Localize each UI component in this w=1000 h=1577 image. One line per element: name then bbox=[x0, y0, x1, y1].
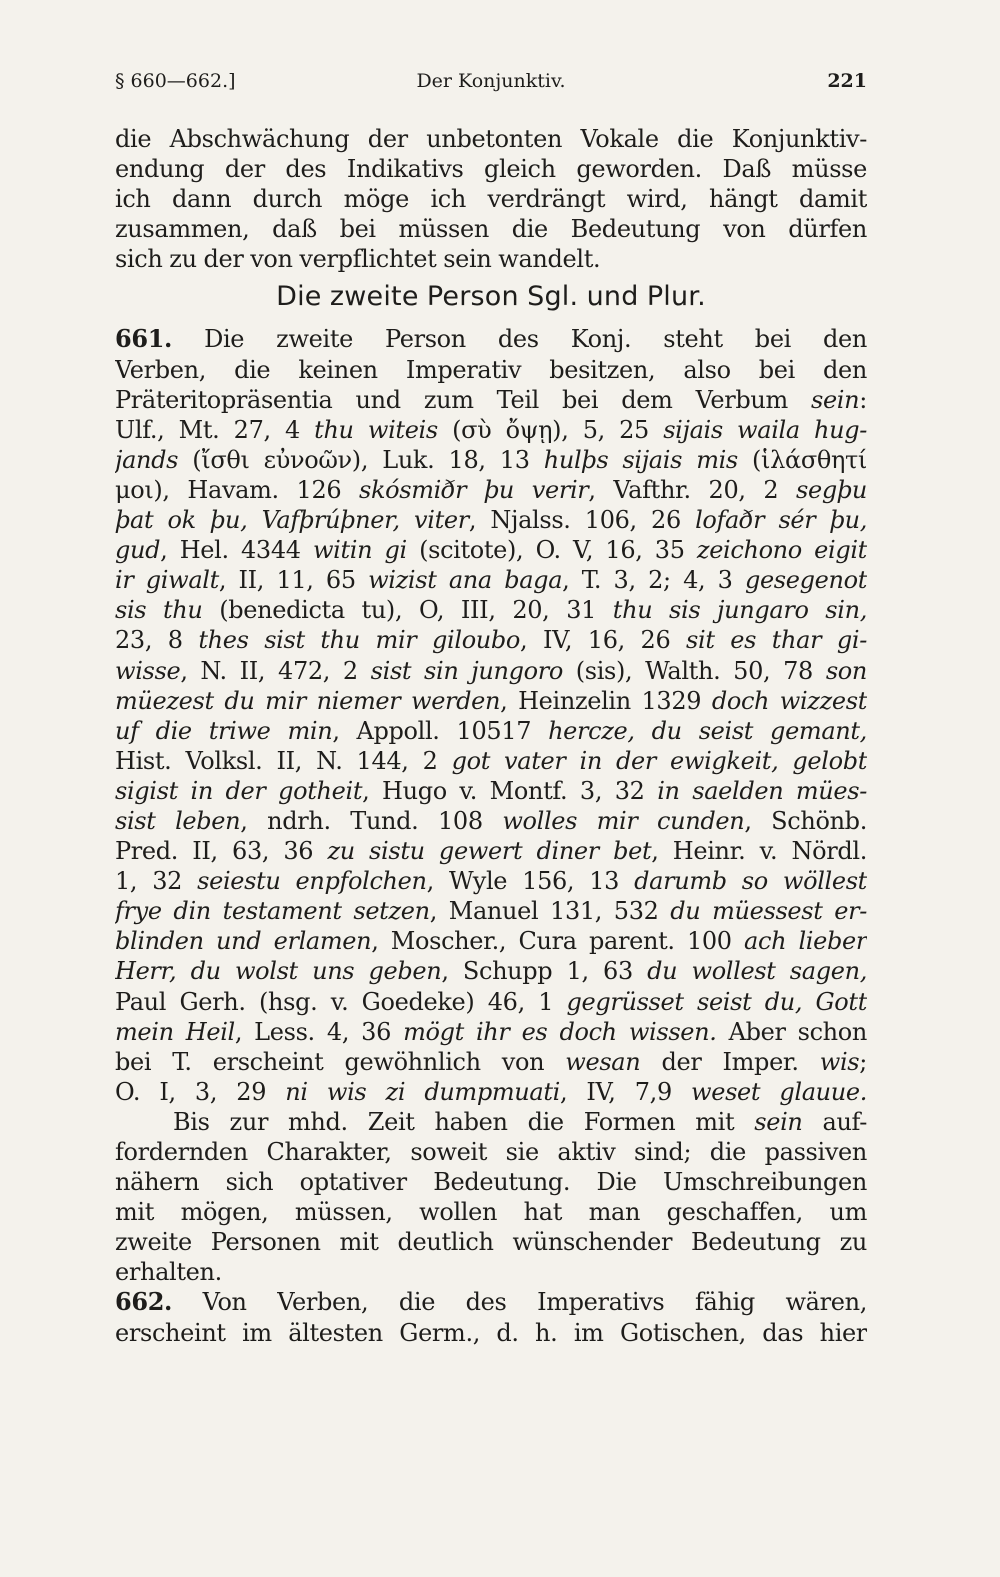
text-line: erhalten. bbox=[115, 1258, 222, 1287]
text-line: þat ok þu, Vafþrúþner, viter, Njalss. 106, 26 lofaðr sér þu, bbox=[115, 506, 867, 535]
running-header bbox=[115, 70, 867, 100]
text-line: müezest du mir niemer werden, Heinzelin 1329 doch wizzest bbox=[115, 686, 867, 715]
text-line: erscheint im ältesten Germ., d. h. im Gotischen, das hier bbox=[115, 1318, 867, 1347]
text-line: Präteritopräsentia und zum Teil bei dem Verbum sein: bbox=[115, 385, 867, 414]
text-line: sis thu (benedicta tu), O, III, 20, 31 thu sis jungaro sin, bbox=[115, 596, 867, 625]
text-line: sich zu der von verpflichtet sein wandelt. bbox=[115, 245, 601, 274]
text-line: gud, Hel. 4344 witin gi (scitote), O. V, 16, 35 zeichono eigit bbox=[115, 536, 867, 565]
text-line: Verben, die keinen Imperativ besitzen, also bei den bbox=[115, 355, 867, 384]
section-661 bbox=[115, 324, 867, 1287]
text-line: mit mögen, müssen, wollen hat man geschaffen, um bbox=[115, 1198, 867, 1227]
paragraph-number: 661. bbox=[115, 324, 173, 354]
text-line: Bis zur mhd. Zeit haben die Formen mit sein auf- bbox=[173, 1107, 867, 1136]
text-line: zusammen, daß bei müssen die Bedeutung von dürfen bbox=[115, 215, 867, 244]
running-title: Der Konjunktiv. bbox=[416, 70, 566, 92]
text-line: zweite Personen mit deutlich wünschender Bedeutung zu bbox=[115, 1228, 867, 1257]
text-line: ir giwalt, II, 11, 65 wizist ana baga, T. 3, 2; 4, 3 gesegenot bbox=[115, 566, 867, 595]
paragraph-number: 662. bbox=[115, 1287, 173, 1317]
text-line: Pred. II, 63, 36 zu sistu gewert diner bet, Heinr. v. Nördl. bbox=[115, 837, 867, 866]
body-text bbox=[115, 124, 867, 1348]
text-line: Herr, du wolst uns geben, Schupp 1, 63 du wollest sagen, bbox=[115, 957, 867, 986]
text-line: uf die triwe min, Appoll. 10517 hercze, du seist gemant, bbox=[115, 716, 867, 745]
text-line: 661. Die zweite Person des Konj. steht bei den bbox=[115, 324, 867, 354]
text-line: 23, 8 thes sist thu mir giloubo, IV, 16, 26 sit es thar gi- bbox=[115, 626, 867, 655]
text-line: Paul Gerh. (hsg. v. Goedeke) 46, 1 gegrüsset seist du, Gott bbox=[115, 987, 867, 1016]
text-line: die Abschwächung der unbetonten Vokale die Konjunktiv- bbox=[115, 125, 867, 153]
text-line: endung der des Indikativs gleich geworden. Daß müsse bbox=[115, 155, 867, 184]
text-line: wisse, N. II, 472, 2 sist sin jungoro (sis), Walth. 50, 78 son bbox=[115, 656, 867, 685]
text-line: nähern sich optativer Bedeutung. Die Umschreibungen bbox=[115, 1168, 867, 1197]
intro-paragraph bbox=[115, 124, 867, 274]
text-line: ich dann durch möge ich verdrängt wird, hängt damit bbox=[115, 185, 867, 214]
text-line: blinden und erlamen, Moscher., Cura parent. 100 ach lieber bbox=[115, 927, 867, 956]
text-line: sist leben, ndrh. Tund. 108 wolles mir cunden, Schönb. bbox=[115, 806, 867, 835]
text-line: μοι), Havam. 126 skósmiðr þu verir, Vafthr. 20, 2 segþu bbox=[115, 475, 867, 504]
page-number: 221 bbox=[827, 70, 867, 92]
section-662 bbox=[115, 1287, 867, 1347]
text-line: 1, 32 seiestu enpfolchen, Wyle 156, 13 darumb so wöllest bbox=[115, 867, 867, 896]
text-line: fordernden Charakter, soweit sie aktiv sind; die passiven bbox=[115, 1138, 867, 1166]
text-line: frye din testament setzen, Manuel 131, 532 du müessest er- bbox=[115, 897, 867, 926]
text-line: sigist in der gotheit, Hugo v. Montf. 3, 32 in saelden mües- bbox=[115, 776, 867, 805]
text-line: jands (ἴσθι εὐνοῶν), Luk. 18, 13 hulþs sijais mis (ἱλάσθητί bbox=[115, 445, 867, 474]
text-line: 662. Von Verben, die des Imperativs fähig wären, bbox=[115, 1287, 867, 1317]
section-heading: Die zweite Person Sgl. und Plur. bbox=[276, 281, 706, 313]
text-line: Hist. Volksl. II, N. 144, 2 got vater in der ewigkeit, gelobt bbox=[115, 746, 867, 775]
text-line: bei T. erscheint gewöhnlich von wesan der Imper. wis; bbox=[115, 1047, 867, 1076]
text-line: mein Heil, Less. 4, 36 mögt ihr es doch wissen. Aber schon bbox=[115, 1017, 867, 1046]
section-range: § 660—662.] bbox=[115, 70, 236, 92]
text-line: Ulf., Mt. 27, 4 thu witeis (σὺ ὄψῃ), 5, 25 sijais waila hug- bbox=[115, 415, 867, 444]
text-line: O. I, 3, 29 ni wis zi dumpmuati, IV, 7,9 weset glauue. bbox=[115, 1077, 867, 1106]
